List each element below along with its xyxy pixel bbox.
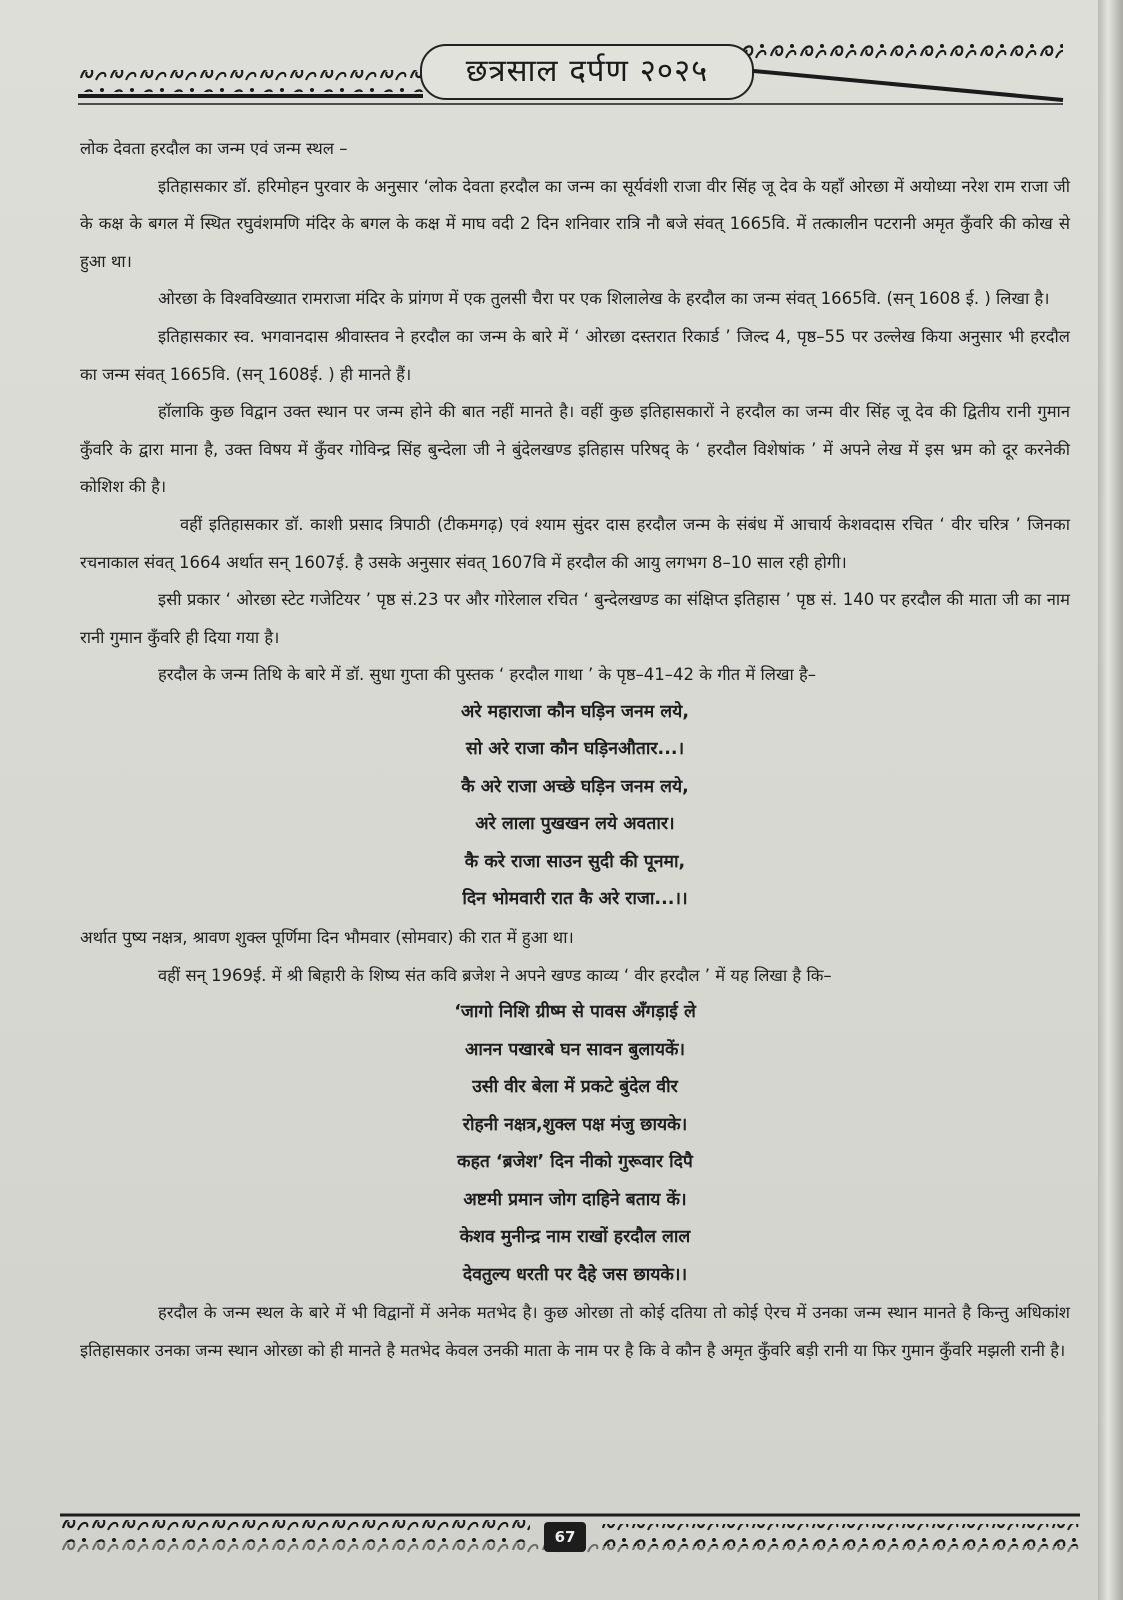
poem-line: कै करे राजा साउन सुदी की पूनमा,: [464, 851, 686, 872]
paragraph: हरदौल के जन्म तिथि के बारे में डॉ. सुधा गुप्ता की पुस्तक ‘ हरदौल गाथा ’ के पृष्ठ–41–42 के गीत में लिखा है–: [158, 665, 817, 685]
poem-line: दिन भोमवारी रात कै अरे राजा...।।: [462, 889, 688, 910]
poem-line: आनन पखारबे घन सावन बुलायकें।: [464, 1039, 686, 1060]
poem-line: अरे लाला पुखखन लये अवतार।: [475, 814, 675, 835]
poem-line: कै अरे राजा अच्छे घड़िन जनम लये,: [461, 776, 689, 797]
article-body: [80, 130, 1070, 1369]
poem-line: कहत ‘ब्रजेश’ दिन नीको गुरूवार दिपै: [457, 1152, 693, 1173]
poem-hardaul-gatha: [80, 694, 1070, 919]
poem-line: रोहनी नक्षत्र,शुक्ल पक्ष मंजु छायके।: [462, 1114, 688, 1135]
magazine-title: छत्रसाल दर्पण २०२५: [420, 44, 754, 100]
poem-line: अरे महाराजा कौन घड़िन जनम लये,: [461, 701, 689, 722]
paragraph: हरदौल के जन्म स्थल के बारे में भी विद्वानों में अनेक मतभेद है। कुछ ओरछा तो कोई दतिया तो कोई ऐरच में उनका जन्म स्थान मानते है किन्तु अधिकांश इतिहासकार उनका जन्म स्थान ओरछा को ही मानते है मतभेद केवल उनकी माता के नाम पर है कि वे कौन है अमृत कुँवरि बड़ी रानी या फिर गुमान कुँवरि मझली रानी है।: [80, 1303, 1070, 1360]
poem-veer-hardaul: [80, 994, 1070, 1294]
paragraph: वहीं इतिहासकार डॉ. काशी प्रसाद त्रिपाठी (टीकमगढ़) एवं श्याम सुंदर दास हरदौल जन्म के संबंध में आचार्य केशवदास रचित ‘ वीर चरित्र ’ जिनका रचनाकाल संवत् 1664 अर्थात सन् 1607ई. है उसके अनुसार संवत् 1607वि में हरदौल की आयु लगभग 8–10 साल रही होगी।: [80, 514, 1070, 572]
paragraph: ओरछा के विश्वविख्यात रामराजा मंदिर के प्रांगण में एक तुलसी चैरा पर एक शिलालेख के हरदौल का जन्म संवत् 1665वि. (सन् 1608 ई. ) लिखा है।: [158, 289, 1050, 309]
paragraph: इतिहासकार डॉ. हरिमोहन पुरवार के अनुसार ‘लोक देवता हरदौल का जन्म का सूर्यवंशी राजा वीर सिंह जू देव के यहाँ ओरछा में अयोध्या नरेश राम राजा जी के कक्ष के बगल में स्थित रघुवंशमणि मंदिर के बगल के कक्ष में माघ वदी 2 दिन शनिवार रात्रि नौ बजे संवत् 1665वि. में तत्कालीन पटरानी अमृत कुँवरि की कोख से हुआ था।: [80, 176, 1070, 271]
poem-line: सो अरे राजा कौन घड़िनऔतार...।: [465, 739, 685, 760]
page-number: 67: [544, 1522, 586, 1552]
page-edge: [1098, 0, 1123, 1600]
poem-line: ‘जागो निशि ग्रीष्म से पावस अँगड़ाई ले: [454, 1002, 696, 1023]
poem-line: केशव मुनीन्द्र नाम राखों हरदौल लाल: [459, 1227, 691, 1248]
poem-line: देवतुल्य धरती पर दैहे जस छायके।।: [462, 1264, 688, 1285]
paragraph: वहीं सन् 1969ई. में श्री बिहारी के शिष्य संत कवि ब्रजेश ने अपने खण्ड काव्य ‘ वीर हरदौल ’ में यह लिखा है कि–: [158, 965, 832, 985]
paragraph: इसी प्रकार ‘ ओरछा स्टेट गजेटियर ’ पृष्ठ सं.23 पर और गोरेलाल रचित ‘ बुन्देलखण्ड का संक्षिप्त इतिहास ’ पृष्ठ सं. 140 पर हरदौल की माता जी का नाम रानी गुमान कुँवरि ही दिया गया है।: [80, 590, 1070, 647]
paragraph: अर्थात पुष्य नक्षत्र, श्रावण शुक्ल पूर्णिमा दिन भौमवार (सोमवार) की रात में हुआ था।: [80, 927, 574, 947]
paragraph: हॉलाकि कुछ विद्वान उक्त स्थान पर जन्म होने की बात नहीं मानते है। वहीं कुछ इतिहासकारों ने हरदौल का जन्म वीर सिंह जू देव की द्वितीय रानी गुमान कुँवरि के द्वारा माना है, उक्त विषय में कुँवर गोविन्द्र सिंह बुन्देला जी ने बुंदेलखण्ड इतिहास परिषद् के ‘ हरदौल विशेषांक ’ में अपने लेख में इस भ्रम को दूर करनेकी कोशिश की है।: [80, 402, 1070, 497]
paragraph: इतिहासकार स्व. भगवानदास श्रीवास्तव ने हरदौल का जन्म के बारे में ‘ ओरछा दस्तरात रिकार्ड ’ जिल्द 4, पृष्ठ–55 पर उल्लेख किया अनुसार भी हरदौल का जन्म संवत् 1665वि. (सन् 1608ई. ) ही मानते हैं।: [80, 326, 1070, 384]
poem-line: उसी वीर बेला में प्रकटे बुंदेल वीर: [472, 1077, 678, 1098]
poem-line: अष्टमी प्रमान जोग दाहिने बताय कें।: [463, 1189, 687, 1210]
section-heading: लोक देवता हरदौल का जन्म एवं जन्म स्थल –: [80, 139, 348, 158]
